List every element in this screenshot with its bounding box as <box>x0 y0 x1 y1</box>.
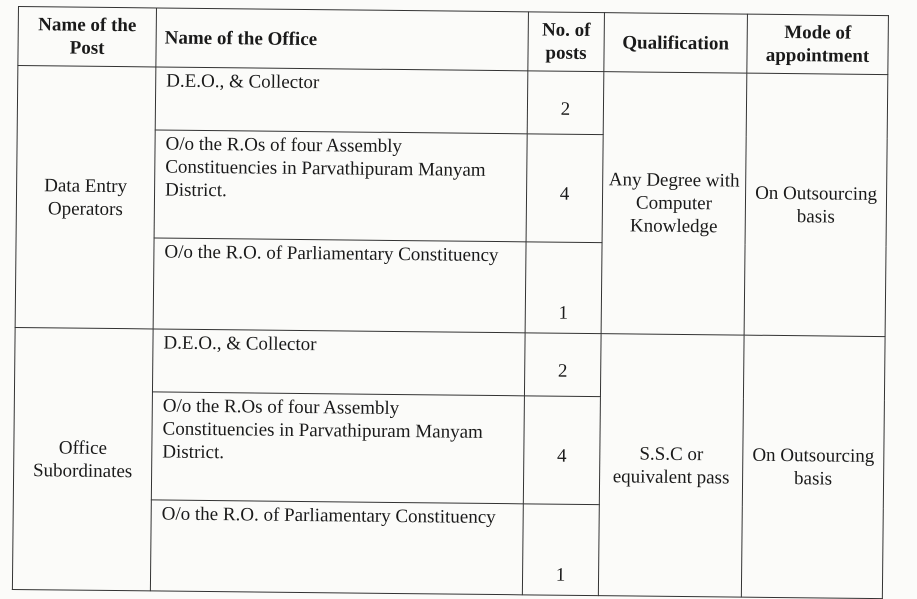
office-name-cell: O/o the R.Os of four Assembly Constituencies in Parvathipuram Manyam District. <box>151 392 524 504</box>
table-row <box>14 327 885 399</box>
header-office-name: Name of the Office <box>156 8 529 71</box>
header-row <box>18 7 889 75</box>
recruitment-table <box>12 6 889 599</box>
office-name-cell: D.E.O., & Collector <box>155 67 528 134</box>
header-mode-of-appointment: Mode of appointment <box>747 14 889 74</box>
office-name-cell: O/o the R.O. of Parliamentary Constituency <box>153 238 526 333</box>
posts-count-cell: 4 <box>523 396 600 505</box>
office-name-cell: O/o the R.O. of Parliamentary Constituency <box>150 500 523 595</box>
header-post-name: Name of the Post <box>18 7 157 67</box>
qualification-cell: Any Degree with Computer Knowledge <box>601 72 747 335</box>
header-qualification: Qualification <box>604 13 748 73</box>
header-no-of-posts: No. of posts <box>528 12 605 72</box>
posts-count-cell: 2 <box>524 333 601 397</box>
posts-count-cell: 1 <box>522 504 599 596</box>
office-name-cell: D.E.O., & Collector <box>152 329 525 396</box>
mode-cell: On Outsourcing basis <box>744 73 888 336</box>
post-name-cell: Office Subordinates <box>12 327 153 590</box>
document-sheet <box>13 6 888 586</box>
posts-count-cell: 4 <box>526 134 603 243</box>
post-name-cell: Data Entry Operators <box>15 66 156 329</box>
mode-cell: On Outsourcing basis <box>741 335 885 598</box>
qualification-cell: S.S.C or equivalent pass <box>598 334 744 597</box>
posts-count-cell: 2 <box>527 71 604 135</box>
office-name-cell: O/o the R.Os of four Assembly Constituencies in Parvathipuram Manyam District. <box>154 130 527 242</box>
posts-count-cell: 1 <box>525 242 602 334</box>
table-row <box>17 66 888 138</box>
